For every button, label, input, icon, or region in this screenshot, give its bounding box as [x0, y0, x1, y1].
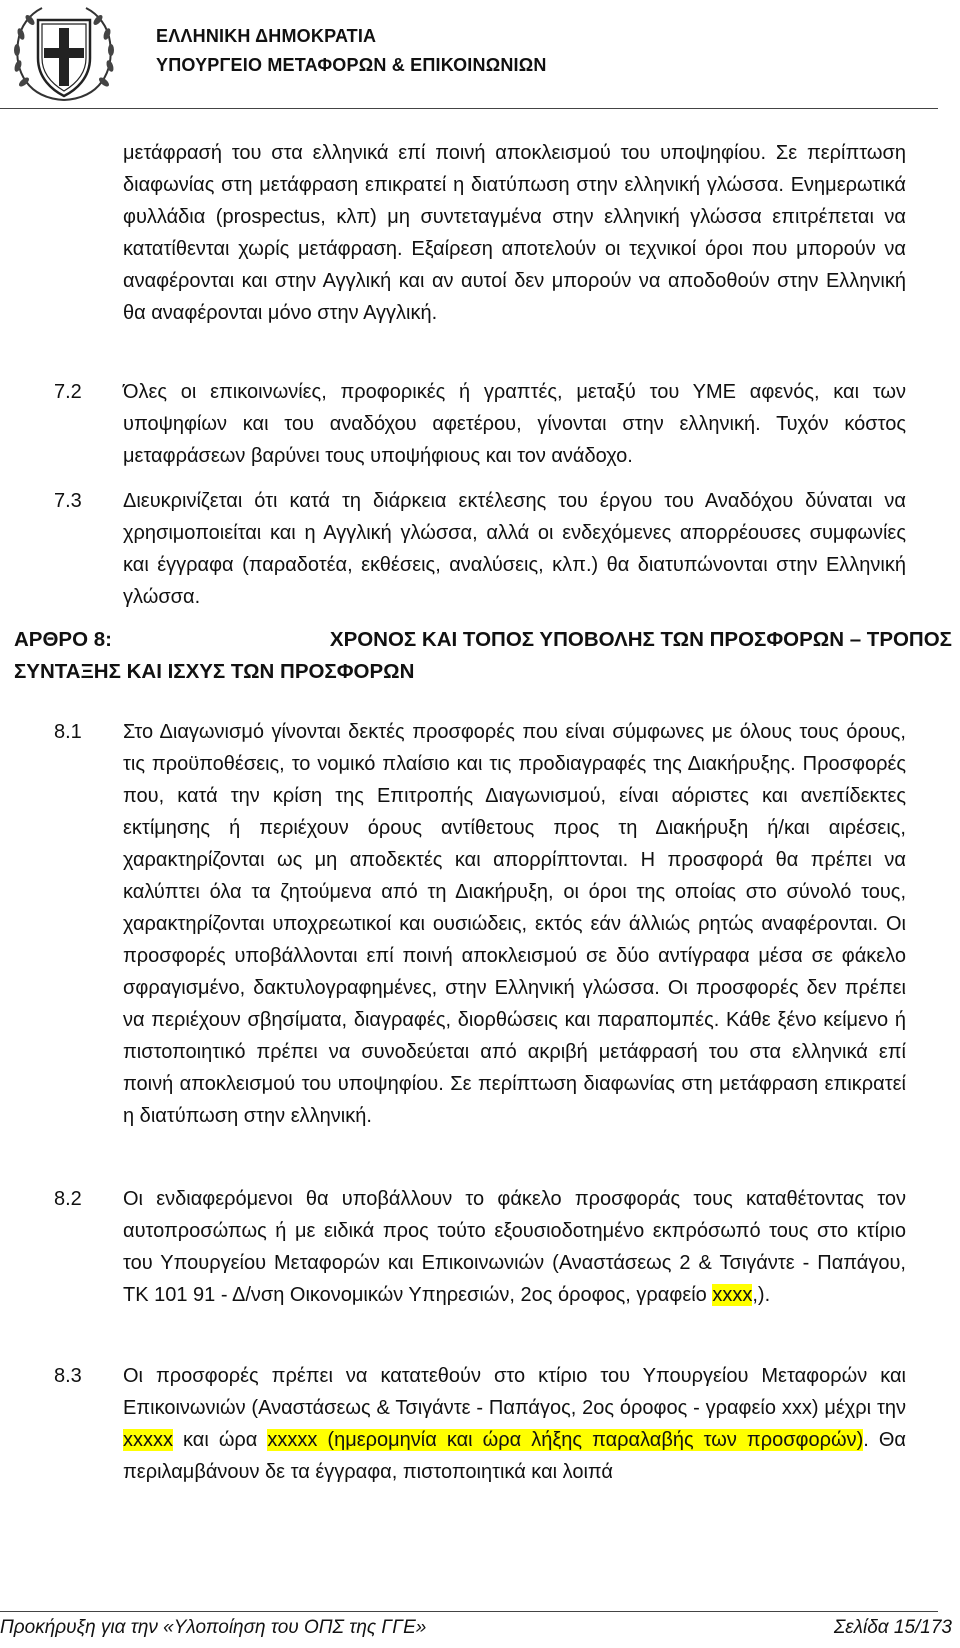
- header-line-1: ΕΛΛΗΝΙΚΗ ΔΗΜΟΚΡΑΤΙΑ: [156, 26, 377, 46]
- article-8-title-line-1: ΧΡΟΝΟΣ ΚΑΙ ΤΟΠΟΣ ΥΠΟΒΟΛΗΣ ΤΩΝ ΠΡΟΣΦΟΡΩΝ – ΤΡΟΠΟΣ: [329, 628, 952, 651]
- section-7-3-text: Διευκρινίζεται ότι κατά τη διάρκεια εκτέλεσης του έργου του Αναδόχου δύναται να χρησιμοποιείται και η Αγγλική γλώσσα, αλλά οι ενδεχόμενες απορρέουσες συμφωνίες και έγγραφα (παραδοτέα, εκθέσεις, αναλύσεις, κλπ.) θα διατυπώνονται στην Ελληνική γλώσσα.: [123, 490, 906, 608]
- footer-page-number: Σελίδα 15/173: [833, 1617, 952, 1638]
- highlighted-office: xxx: [781, 1397, 812, 1419]
- section-number-7-3: 7.3: [54, 490, 82, 512]
- article-8-title-line-2: ΣΥΝΤΑΞΗΣ ΚΑΙ ΙΣΧΥΣ ΤΩΝ ΠΡΟΣΦΟΡΩΝ: [14, 660, 415, 683]
- article-8-label: ΑΡΘΡΟ 8:: [14, 628, 112, 651]
- continuation-paragraph: μετάφρασή του στα ελληνικά επί ποινή αποκλεισμού του υποψηφίου. Σε περίπτωση διαφωνίας στη μετάφραση επικρατεί η διατύπωση στην ελληνική γλώσσα. Ενημερωτικά φυλλάδια (prospectus, κλπ) μη συντεταγμένα στην ελληνική γλώσσα επιτρέπεται να κατατίθενται χωρίς μετάφραση. Εξαίρεση αποτελούν οι τεχνικοί όροι που μπορούν να αναφέρονται και στην Αγγλική και αν αυτοί δεν μπορούν να αποδοθούν στην Ελληνική θα αναφέρονται μόνο στην Αγγλική.: [123, 142, 906, 324]
- highlighted-placeholder: xxxx: [712, 1284, 753, 1306]
- highlighted-date: xxxxx: [123, 1429, 173, 1451]
- section-8-1-text: Στο Διαγωνισμό γίνονται δεκτές προσφορές που είναι σύμφωνες με όλους τους όρους, τις προϋποθέσεις, το νομικό πλαίσιο και τις προδιαγραφές της Διακήρυξης. Προσφορές που, κατά την κρίση της Επιτροπής Διαγωνισμού, είναι αόριστες και ανεπίδεκτες εκτίμησης ή περιέχουν όρους αντίθετους προς τη Διακήρυξη ή/και αιρέσεις, χαρακτηρίζονται ως μη αποδεκτές και απορρίπτονται. Η προσφορά θα πρέπει να καλύπτει όλα τα ζητούμενα από τη Διακήρυξη, οι όροι της οποίας στο σύνολό τους, χαρακτηρίζονται υποχρεωτικοί και ουσιώδεις, εκτός εάν άλλιώς ρητώς αναφέρονται. Οι προσφορές υποβάλλονται επί ποινή αποκλεισμού σε δύο αντίγραφα μέσα σε φάκελο σφραγισμένο, δακτυλογραφημένες, στην Ελληνική γλώσσα. Οι προσφορές δεν πρέπει να περιέχουν σβησίματα, διαγραφές, διορθώσεις και παραπομπές. Κάθε ξένο κείμενο ή πιστοποιητικό πρέπει να συνοδεύεται από ακριβή μετάφρασή του στα ελληνικά επί ποινή αποκλεισμού του υποψηφίου. Σε περίπτωση διαφωνίας στη μετάφραση επικρατεί η διατύπωση στην ελληνική.: [123, 721, 906, 1127]
- section-8-3-part-d: . Θα περιλαμβάνουν δε τα έγγραφα, πιστοποιητικά και λοιπά: [123, 1429, 906, 1483]
- section-number-8-2: 8.2: [54, 1188, 82, 1210]
- section-8-3-part-a: Οι προσφορές πρέπει να κατατεθούν στο κτίριο του Υπουργείου Μεταφορών και Επικοινωνιών (Αναστάσεως & Τσιγάντε - Παπάγος, 2ος όροφος - γραφείο: [123, 1365, 906, 1419]
- section-8-3-text: [123, 1360, 906, 1488]
- section-8-2-tail: ,).: [752, 1284, 771, 1306]
- header-line-2: ΥΠΟΥΡΓΕΙΟ ΜΕΤΑΦΟΡΩΝ & ΕΠΙΚΟΙΝΩΝΙΩΝ: [156, 55, 547, 75]
- section-number-7-2: 7.2: [54, 381, 82, 403]
- footer-document-title: Προκήρυξη για την «Υλοποίηση του ΟΠΣ της ΓΓΕ»: [0, 1617, 427, 1638]
- article-8-heading: [14, 624, 952, 688]
- section-number-8-3: 8.3: [54, 1365, 82, 1387]
- section-8-2-body: Οι ενδιαφερόμενοι θα υποβάλλουν το φάκελο προσφοράς τους καταθέτοντας τον αυτοπροσώπως ή με ειδικά προς τούτο εξουσιοδοτημένο εκπρόσωπό τους στο κτίριο του Υπουργείου Μεταφορών και Επικοινωνιών (Αναστάσεως 2 & Τσιγάντε - Παπάγου, ΤΚ 101 91 - Δ/νση Οικονομικών Υπηρεσιών, 2ος όροφος, γραφείο: [123, 1188, 906, 1306]
- section-8-3-part-c: και ώρα: [183, 1429, 258, 1451]
- highlighted-deadline: xxxxx (ημερομηνία και ώρα λήξης παραλαβής των προσφορών): [267, 1429, 864, 1451]
- section-8-3-part-b: ) μέχρι την: [811, 1397, 907, 1419]
- section-8-2-text: [123, 1183, 906, 1311]
- header-divider: [0, 108, 938, 109]
- page-header: [0, 0, 960, 110]
- header-text: [156, 22, 547, 80]
- footer-divider: [0, 1611, 938, 1612]
- section-7-2-text: Όλες οι επικοινωνίες, προφορικές ή γραπτές, μεταξύ του ΥΜΕ αφενός, και των υποψηφίων και του αναδόχου αφετέρου, γίνονται στην ελληνική. Τυχόν κόστος μεταφράσεων βαρύνει τους υποψήφιους και τον ανάδοχο.: [123, 381, 906, 467]
- greek-state-emblem-icon: [8, 2, 120, 106]
- section-number-8-1: 8.1: [54, 721, 82, 743]
